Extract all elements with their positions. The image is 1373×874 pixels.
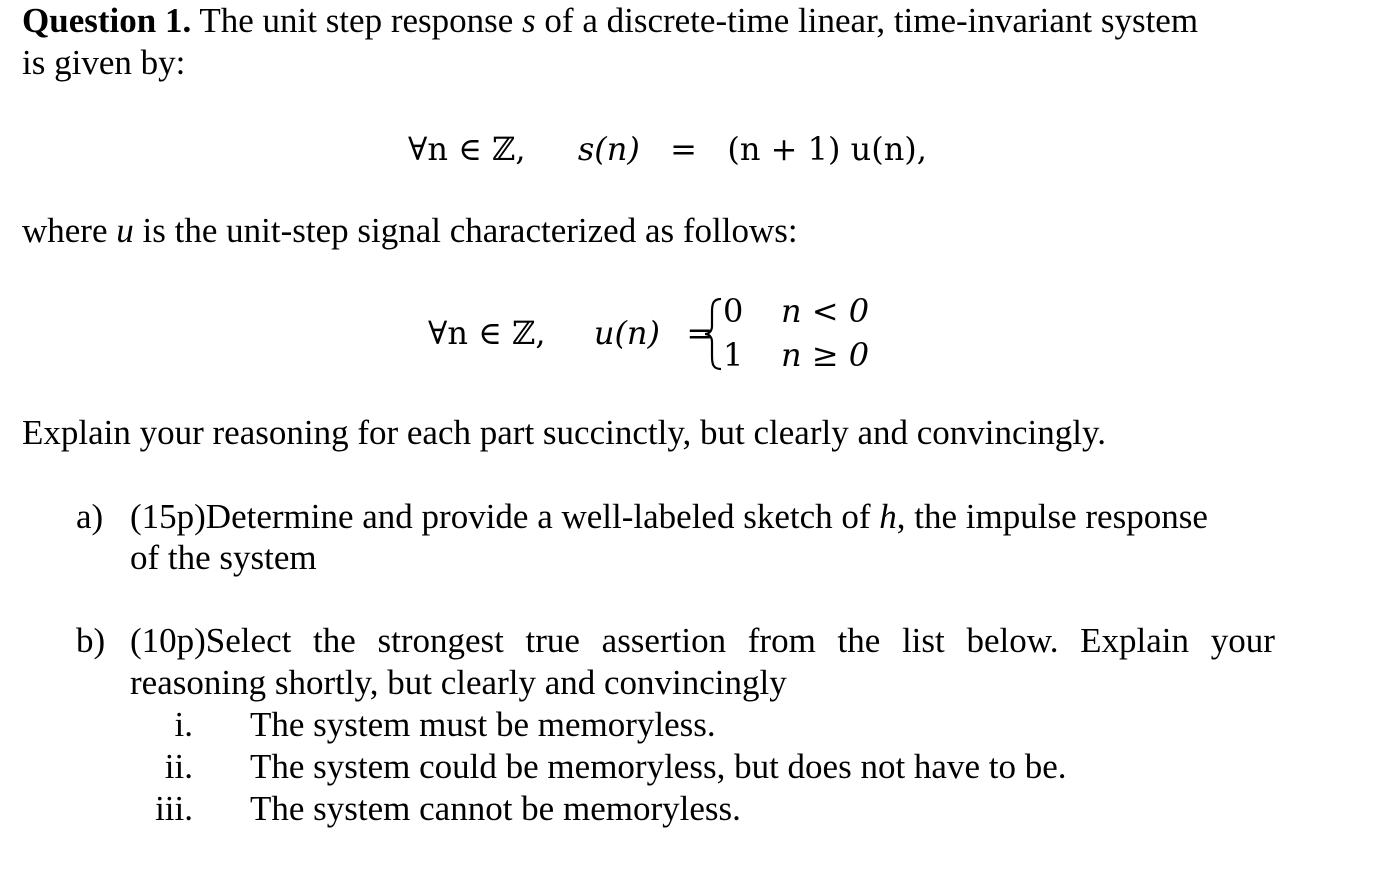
part-b-word: from [747, 621, 816, 660]
option-number: ii. [164, 747, 193, 786]
option-text: The system cannot be memoryless. [250, 789, 741, 828]
where-line [22, 211, 798, 251]
eq2-lhs: u(n) [593, 314, 661, 352]
eq2-equals: = [686, 314, 714, 352]
question-label: Question 1. [22, 1, 192, 40]
option-number: i. [174, 705, 193, 744]
part-b-word: below. [966, 621, 1059, 660]
part-b-word: the [313, 621, 356, 660]
part-a-text-pre: (15p)Determine and provide a well-labeled sketch of [130, 497, 871, 536]
eq2-case1-value: 0 [723, 292, 744, 330]
part-b-word: list [901, 621, 945, 660]
part-b-word: your [1210, 621, 1275, 660]
part-b-word: the [837, 621, 881, 660]
question-intro-line1 [22, 1, 1198, 41]
eq1-lhs: s(n) [577, 130, 640, 168]
part-b-line1 [130, 621, 1275, 661]
intro-text-part2: of a discrete-time linear, time-invariant system [544, 1, 1199, 40]
where-variable-u: u [116, 211, 134, 250]
part-a-marker: a) [76, 497, 104, 536]
part-b-word: true [525, 621, 580, 660]
option-text: The system must be memoryless. [250, 705, 716, 744]
left-brace-icon [702, 296, 724, 372]
where-text-part1: where [22, 211, 108, 250]
eq2-case1-condition: n < 0 [781, 292, 870, 330]
question-intro-line2: is given by: [22, 43, 186, 82]
part-b-word: assertion [601, 621, 727, 660]
eq1-equals: = [670, 130, 697, 168]
intro-variable-s: s [522, 1, 536, 40]
eq2-case2-condition: n ≥ 0 [781, 336, 870, 374]
part-a-line2: of the system [130, 538, 317, 577]
part-a-text-post: , the impulse response [896, 497, 1208, 536]
option-text: The system could be memoryless, but does not have to be. [250, 747, 1067, 786]
part-b-word: strongest [377, 621, 504, 660]
where-text-part2: is the unit-step signal characterized as follows: [142, 211, 798, 250]
equation-step-response [408, 129, 927, 169]
part-b-marker: b) [76, 621, 106, 660]
eq1-rhs: (n + 1) u(n), [727, 130, 927, 168]
eq2-case2-value: 1 [723, 336, 744, 374]
eq1-quantifier: ∀n ∈ ℤ, [408, 130, 526, 168]
part-b-word: (10p)Select [130, 621, 292, 660]
explain-instruction: Explain your reasoning for each part succinctly, but clearly and convincingly. [22, 413, 1106, 452]
intro-text-part1: The unit step response [199, 1, 514, 40]
part-b-word: Explain [1080, 621, 1190, 660]
eq2-left [428, 313, 713, 353]
eq2-quantifier: ∀n ∈ ℤ, [428, 314, 546, 352]
part-b-line2: reasoning shortly, but clearly and convincingly [130, 663, 787, 702]
part-a-line1 [130, 497, 1208, 537]
part-a-variable-h: h [879, 497, 897, 536]
option-number: iii. [155, 789, 193, 828]
